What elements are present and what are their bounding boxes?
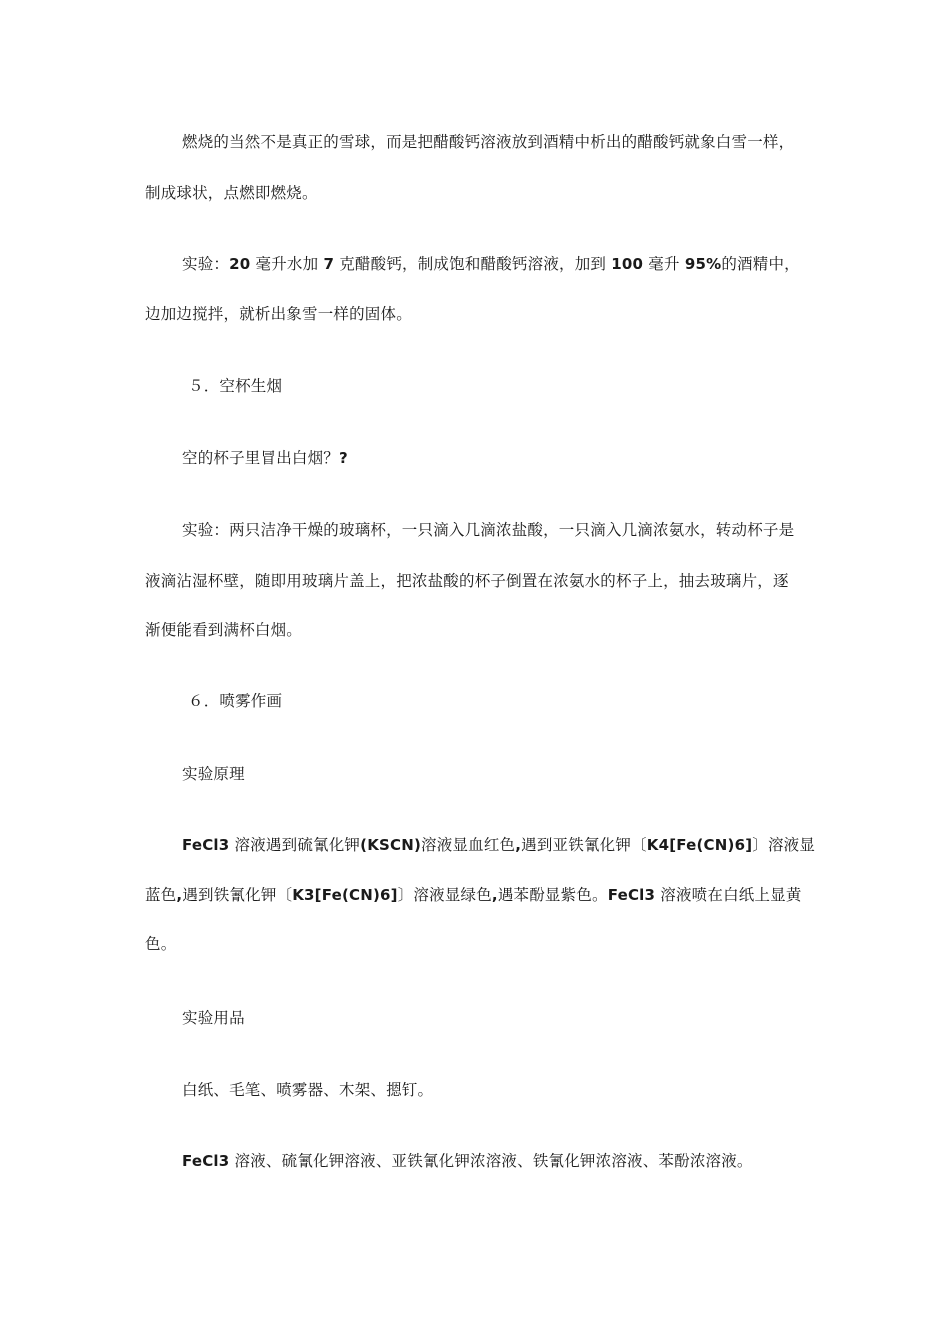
paragraph-line <box>145 183 815 203</box>
paragraph-line <box>182 132 852 152</box>
text-run: 〕溶液显 <box>752 836 816 854</box>
bold-comma: , <box>491 886 498 904</box>
text-run: 毫升水加 <box>250 255 324 273</box>
section-heading <box>188 376 858 396</box>
bold-number: 100 <box>611 255 644 273</box>
paragraph-line <box>145 885 815 905</box>
text-run: 制成球状，点燃即燃烧。 <box>145 184 318 202</box>
chemical-formula: (KSCN) <box>360 836 422 854</box>
text-run: 渐便能看到满杯白烟。 <box>145 621 303 639</box>
paragraph-line <box>145 304 815 324</box>
subheading-text: 实验原理 <box>182 765 245 783</box>
paragraph-line <box>182 1080 852 1100</box>
bold-mark: ? <box>339 449 348 467</box>
text-run: 燃烧的当然不是真正的雪球，而是把醋酸钙溶液放到酒精中析出的醋酸钙就象白雪一样， <box>182 133 795 151</box>
text-run: 〕溶液显绿色 <box>397 886 492 904</box>
heading-text: ５．空杯生烟 <box>188 377 283 395</box>
text-run: 蓝色 <box>145 886 177 904</box>
paragraph-line <box>145 934 815 954</box>
bold-number: 95% <box>684 255 722 273</box>
text-run: 液滴沾湿杯壁，随即用玻璃片盖上，把浓盐酸的杯子倒置在浓氨水的杯子上，抽去玻璃片，逐 <box>145 572 789 590</box>
bold-number: 7 <box>323 255 335 273</box>
chemical-formula: FeCl3 <box>182 1152 230 1170</box>
text-run: 白纸、毛笔、喷雾器、木架、摁钉。 <box>182 1081 434 1099</box>
paragraph-line <box>182 254 852 274</box>
chemical-formula: K3[Fe(CN)6] <box>292 886 398 904</box>
paragraph-line <box>182 835 852 855</box>
heading-text: ６．喷雾作画 <box>188 692 283 710</box>
subheading <box>182 764 852 784</box>
paragraph-line <box>182 448 852 468</box>
text-run: 毫升 <box>643 255 685 273</box>
chemical-formula: K4[Fe(CN)6] <box>646 836 753 854</box>
subheading <box>182 1008 852 1028</box>
text-run: 边加边搅拌，就析出象雪一样的固体。 <box>145 305 412 323</box>
text-run: 遇到铁氰化钾〔 <box>182 886 293 904</box>
text-run: 遇到亚铁氰化钾〔 <box>521 836 647 854</box>
chemical-formula: FeCl3 <box>607 886 656 904</box>
bold-number: 20 <box>229 255 251 273</box>
text-run: 克醋酸钙，制成饱和醋酸钙溶液，加到 <box>334 255 612 273</box>
bold-comma: , <box>176 886 183 904</box>
section-heading <box>188 691 858 711</box>
paragraph-line <box>182 1151 852 1171</box>
paragraph-line <box>145 620 815 640</box>
subheading-text: 实验用品 <box>182 1009 245 1027</box>
text-run: 溶液、硫氰化钾溶液、亚铁氰化钾浓溶液、铁氰化钾浓溶液、苯酚浓溶液。 <box>229 1152 753 1170</box>
text-run: 空的杯子里冒出白烟？ <box>182 449 340 467</box>
text-run: 色。 <box>145 935 177 953</box>
text-run: 实验：两只洁净干燥的玻璃杯，一只滴入几滴浓盐酸，一只滴入几滴浓氨水，转动杯子是 <box>182 521 795 539</box>
chemical-formula: FeCl3 <box>182 836 230 854</box>
bold-comma: , <box>515 836 522 854</box>
text-run: 溶液喷在白纸上显黄 <box>655 886 802 904</box>
paragraph-line <box>182 520 852 540</box>
text-run: 溶液遇到硫氰化钾 <box>229 836 361 854</box>
paragraph-line <box>145 571 815 591</box>
text-run: 实验： <box>182 255 230 273</box>
text-run: 溶液显血红色 <box>421 836 516 854</box>
text-run: 遇苯酚显紫色。 <box>497 886 608 904</box>
text-run: 的酒精中， <box>721 255 800 273</box>
